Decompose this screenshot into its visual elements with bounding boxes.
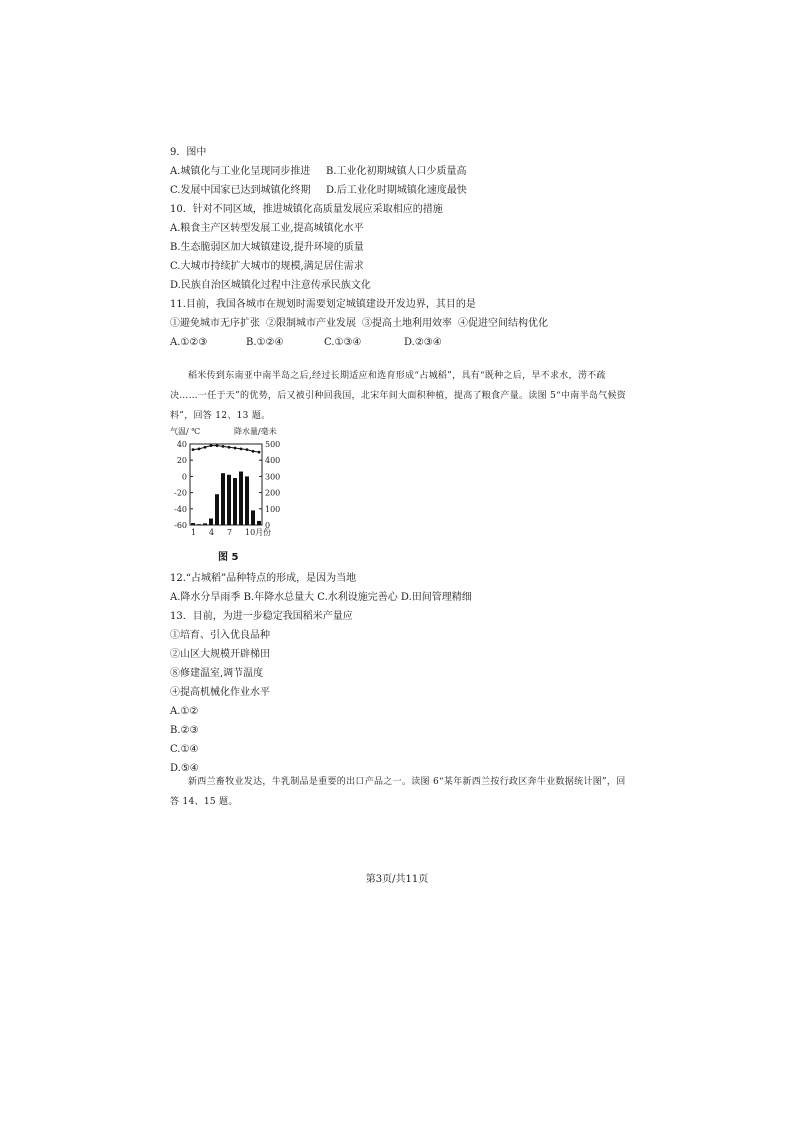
q13-item-4: ④提高机械化作业水平 bbox=[170, 687, 270, 698]
q13-option-a: A.①② bbox=[170, 706, 199, 717]
temperature-point bbox=[204, 446, 207, 449]
left-tick-label: 20 bbox=[176, 456, 187, 466]
q11-option-b: B.①②④ bbox=[246, 337, 284, 348]
q11-item-4: ④促进空间结构优化 bbox=[458, 318, 548, 329]
precip-bar bbox=[197, 524, 201, 525]
temperature-point bbox=[246, 448, 249, 451]
q9-options-row-2 bbox=[170, 184, 467, 198]
right-tick-label: 300 bbox=[265, 472, 281, 482]
x-tick-label: 1 bbox=[191, 528, 197, 537]
temperature-point bbox=[198, 447, 201, 450]
precip-bar bbox=[203, 523, 207, 525]
passage-newzealand-text: 新西兰畜牧业发达，牛乳制品是重要的出口产品之一。读图 6“某年新西兰按行政区奔牛业数据统计图”，回答 14、15 题。 bbox=[170, 777, 626, 807]
temperature-point bbox=[234, 447, 237, 450]
q13-option-c: C.①④ bbox=[170, 744, 199, 755]
q10-option-b: B.生态脆弱区加大城镇建设,提升环境的质量 bbox=[170, 242, 364, 253]
left-axis-title: 气温/ ℃ bbox=[170, 427, 201, 436]
precip-bar bbox=[209, 519, 213, 525]
right-tick-label: 0 bbox=[265, 521, 271, 530]
precip-bar bbox=[233, 478, 237, 525]
q13-option-d: D.⑤④ bbox=[170, 763, 199, 774]
left-tick-label: -20 bbox=[174, 488, 187, 498]
climate-chart bbox=[170, 424, 290, 544]
left-tick-label: 40 bbox=[176, 440, 187, 449]
q10-stem: 10．针对不同区域，推进城镇化高质量发展应采取相应的措施 bbox=[170, 204, 443, 215]
q13-item-2: ②山区大规模开辟梯田 bbox=[170, 649, 270, 660]
temperature-point bbox=[228, 446, 231, 449]
left-tick-label: -40 bbox=[174, 504, 187, 514]
temperature-point bbox=[222, 445, 225, 448]
q9-option-c: C.发展中国家已达到城镇化终期 bbox=[170, 185, 311, 196]
q10-option-a: A.粮食主产区转型发展工业,提高城镇化水平 bbox=[170, 223, 364, 234]
q13-option-b: B.②③ bbox=[170, 725, 199, 736]
q9-stem: 9．图中 bbox=[170, 147, 207, 158]
temperature-line bbox=[193, 446, 259, 452]
q11-options bbox=[170, 336, 442, 350]
right-tick-label: 200 bbox=[265, 488, 281, 498]
q13-stem: 13．目前，为进一步稳定我国稻米产量应 bbox=[170, 611, 353, 622]
temperature-point bbox=[210, 444, 213, 447]
left-tick-label: 0 bbox=[181, 472, 187, 482]
x-tick-label: 7 bbox=[227, 528, 233, 537]
left-tick-label: -60 bbox=[174, 521, 187, 530]
q12-stem: 12.“占城稻”品种特点的形成，是因为当地 bbox=[170, 573, 357, 584]
precip-bar bbox=[257, 521, 261, 525]
precip-bar bbox=[251, 510, 255, 525]
page-number: 第3页/共11页 bbox=[365, 874, 429, 885]
q11-item-1: ①避免城市无序扩张 bbox=[170, 318, 260, 329]
q9-option-a: A.城镇化与工业化呈现同步推进 bbox=[170, 166, 311, 177]
right-axis-title: 降水量/毫米 bbox=[234, 427, 277, 436]
x-tick-label: 10月份 bbox=[245, 528, 272, 537]
q12-options: A.降水分旱雨季 B.年降水总量大 C.水利设施完善心 D.田间管理精细 bbox=[170, 592, 472, 603]
precip-bar bbox=[245, 476, 249, 525]
q11-items bbox=[170, 317, 548, 331]
q11-stem: 11.目前，我国各城市在规划时需要划定城镇建设开发边界，其目的是 bbox=[170, 299, 476, 310]
q9-option-d: D.后工业化时期城镇化速度最快 bbox=[326, 185, 467, 196]
right-tick-label: 400 bbox=[265, 456, 281, 466]
q11-item-2: ②限制城市产业发展 bbox=[266, 318, 356, 329]
precip-bar bbox=[239, 472, 243, 525]
q13-item-3: ⑧修建温室,调节温度 bbox=[170, 668, 264, 679]
figure-label: 图 5 bbox=[218, 552, 239, 563]
passage-rice-text: 稻米传到东南亚中南半岛之后,经过长期适应和选育形成“占城稻”，具有“既种之后，旱不求水，涝不疏决……一任于天”的优势，后又被引种回我国，北宋年间大面积种植，提高了粮食产量。读图 5“中南半岛气候资料”，回答 12、13 题。 bbox=[170, 371, 627, 421]
temperature-point bbox=[216, 444, 219, 447]
passage-rice bbox=[170, 366, 630, 426]
temperature-point bbox=[240, 447, 243, 450]
temperature-point bbox=[192, 448, 195, 451]
precip-bar bbox=[227, 475, 231, 525]
temperature-point bbox=[252, 450, 255, 453]
precip-bar bbox=[215, 494, 219, 525]
precip-bar bbox=[191, 523, 195, 525]
precip-bar bbox=[221, 473, 225, 525]
temperature-point bbox=[258, 451, 261, 454]
q9-options-row-1 bbox=[170, 165, 467, 179]
q13-item-1: ①培育、引入优良品种 bbox=[170, 630, 270, 641]
q11-option-a: A.①②③ bbox=[170, 337, 208, 348]
q11-option-d: D.②③④ bbox=[404, 337, 442, 348]
q9-option-b: B.工业化初期城镇人口少质量高 bbox=[326, 166, 467, 177]
q10-option-d: D.民族自治区城镇化过程中注意传承民族文化 bbox=[170, 280, 371, 291]
q11-item-3: ③提高土地利用效率 bbox=[362, 318, 452, 329]
passage-newzealand bbox=[170, 772, 630, 812]
q11-option-c: C.①③④ bbox=[324, 337, 362, 348]
right-tick-label: 100 bbox=[265, 504, 281, 514]
q10-option-c: C.大城市持续扩大城市的规模,满足居住需求 bbox=[170, 261, 364, 272]
right-tick-label: 500 bbox=[265, 440, 281, 449]
x-tick-label: 4 bbox=[209, 528, 215, 537]
